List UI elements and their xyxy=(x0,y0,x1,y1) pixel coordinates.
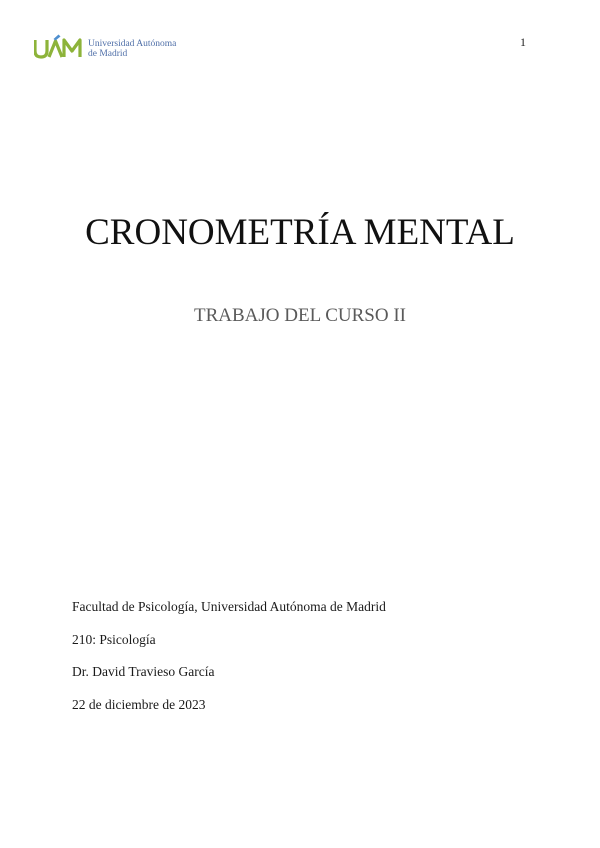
uam-logo-mark-icon xyxy=(34,33,82,59)
document-subtitle: TRABAJO DEL CURSO II xyxy=(194,305,406,326)
course-line: 210: Psicología xyxy=(72,631,156,647)
uam-logo xyxy=(34,33,184,61)
uam-logo-name-line2: de Madrid xyxy=(88,48,128,59)
page-number: 1 xyxy=(520,35,526,49)
faculty-line: Facultad de Psicología, Universidad Autónoma de Madrid xyxy=(72,599,386,614)
cover-details xyxy=(72,599,552,729)
date-line: 22 de diciembre de 2023 xyxy=(72,696,206,712)
uam-logo-text xyxy=(88,40,188,59)
uam-logo-name-line1: Universidad Autónoma xyxy=(88,39,177,49)
document-title: CRONOMETRÍA MENTAL xyxy=(85,212,515,253)
professor-line: Dr. David Travieso García xyxy=(72,664,215,679)
